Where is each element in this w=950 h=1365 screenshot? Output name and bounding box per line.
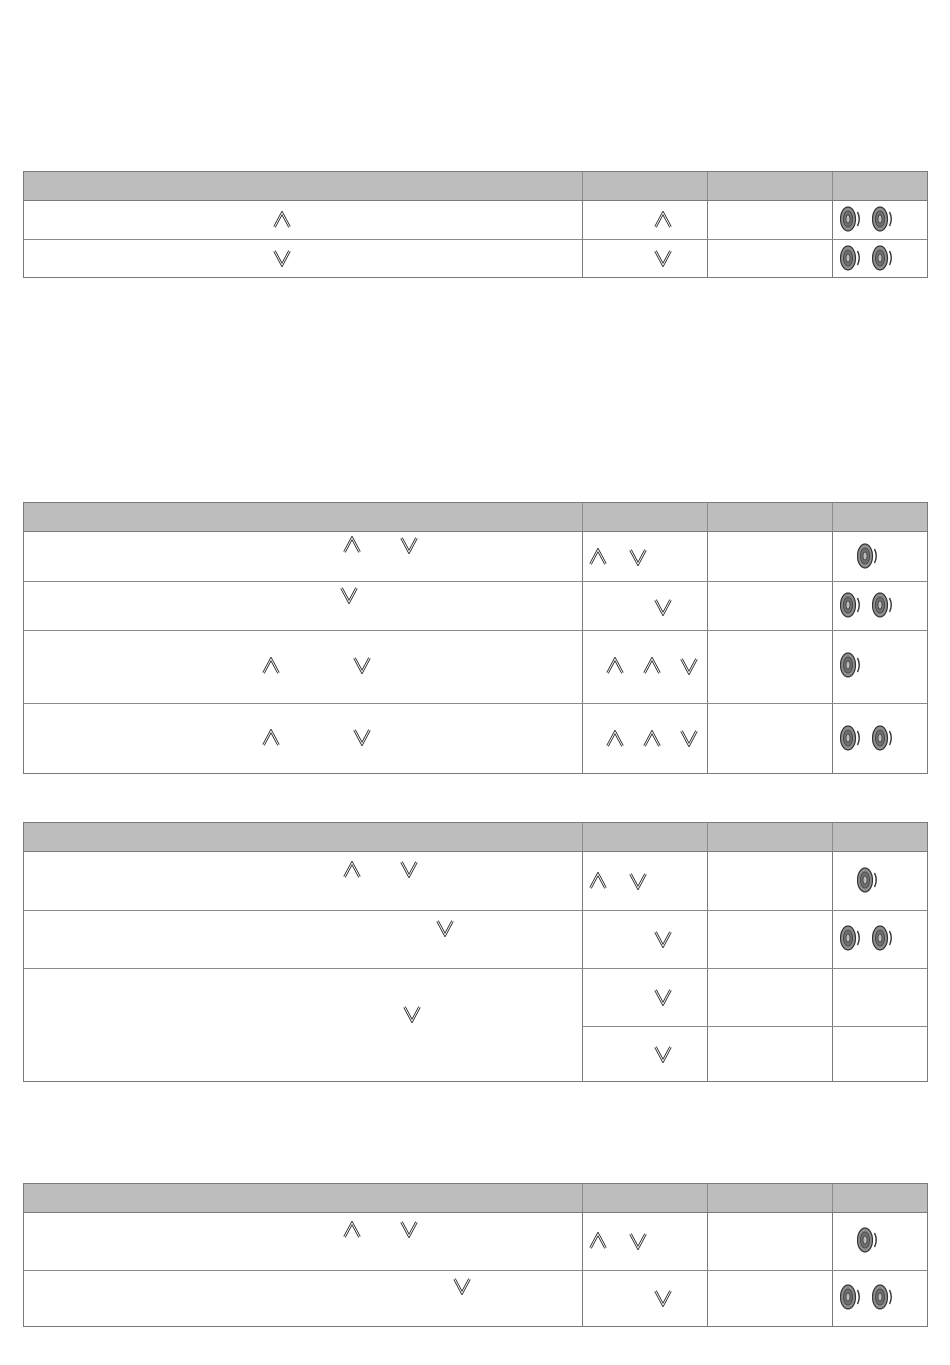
- down-arrow-icon: [400, 860, 418, 878]
- up-arrow-icon: [654, 211, 672, 229]
- table-2: [23, 502, 928, 774]
- table-header: [24, 503, 927, 532]
- speaker-icon: [872, 925, 894, 952]
- up-arrow-icon: [589, 548, 607, 566]
- down-arrow-icon: [353, 728, 371, 746]
- speaker-icon: [840, 206, 862, 233]
- up-arrow-icon: [606, 657, 624, 675]
- down-arrow-icon: [654, 1289, 672, 1307]
- down-arrow-icon: [353, 656, 371, 674]
- table-row: [24, 852, 927, 910]
- down-arrow-icon: [629, 872, 647, 890]
- table-row: [24, 201, 927, 239]
- table-row: [24, 239, 927, 277]
- table-3: [23, 822, 928, 1082]
- table-row: [24, 968, 927, 1082]
- down-arrow-icon: [654, 988, 672, 1006]
- table-header: [24, 172, 927, 201]
- up-arrow-icon: [589, 872, 607, 890]
- up-arrow-icon: [589, 1232, 607, 1250]
- table-1: [23, 171, 928, 278]
- speaker-icon: [840, 245, 862, 272]
- table-4: [23, 1183, 928, 1327]
- down-arrow-icon: [629, 1232, 647, 1250]
- up-arrow-icon: [606, 730, 624, 748]
- up-arrow-icon: [343, 536, 361, 554]
- speaker-icon: [840, 592, 862, 619]
- speaker-icon: [857, 867, 879, 894]
- speaker-icon: [872, 725, 894, 752]
- down-arrow-icon: [436, 919, 454, 937]
- table-row: [24, 1270, 927, 1327]
- speaker-icon: [840, 652, 862, 679]
- down-arrow-icon: [654, 1045, 672, 1063]
- down-arrow-icon: [453, 1277, 471, 1295]
- speaker-icon: [840, 725, 862, 752]
- table-row: [24, 703, 927, 774]
- up-arrow-icon: [273, 211, 291, 229]
- up-arrow-icon: [262, 657, 280, 675]
- speaker-icon: [840, 925, 862, 952]
- speaker-icon: [872, 592, 894, 619]
- speaker-icon: [872, 1284, 894, 1311]
- table-row: [24, 581, 927, 630]
- table-header: [24, 823, 927, 852]
- down-arrow-icon: [654, 598, 672, 616]
- down-arrow-icon: [680, 729, 698, 747]
- down-arrow-icon: [400, 1220, 418, 1238]
- down-arrow-icon: [273, 249, 291, 267]
- down-arrow-icon: [400, 536, 418, 554]
- speaker-icon: [840, 1284, 862, 1311]
- up-arrow-icon: [343, 861, 361, 879]
- down-arrow-icon: [403, 1005, 421, 1023]
- speaker-icon: [872, 206, 894, 233]
- up-arrow-icon: [343, 1221, 361, 1239]
- table-row: [24, 532, 927, 581]
- down-arrow-icon: [654, 930, 672, 948]
- up-arrow-icon: [643, 730, 661, 748]
- up-arrow-icon: [643, 657, 661, 675]
- table-row: [24, 910, 927, 968]
- down-arrow-icon: [680, 657, 698, 675]
- table-row: [24, 1213, 927, 1270]
- speaker-icon: [872, 245, 894, 272]
- down-arrow-icon: [629, 548, 647, 566]
- up-arrow-icon: [262, 729, 280, 747]
- table-header: [24, 1184, 927, 1213]
- speaker-icon: [857, 1227, 879, 1254]
- speaker-icon: [857, 543, 879, 570]
- table-row: [24, 630, 927, 703]
- down-arrow-icon: [340, 586, 358, 604]
- down-arrow-icon: [654, 249, 672, 267]
